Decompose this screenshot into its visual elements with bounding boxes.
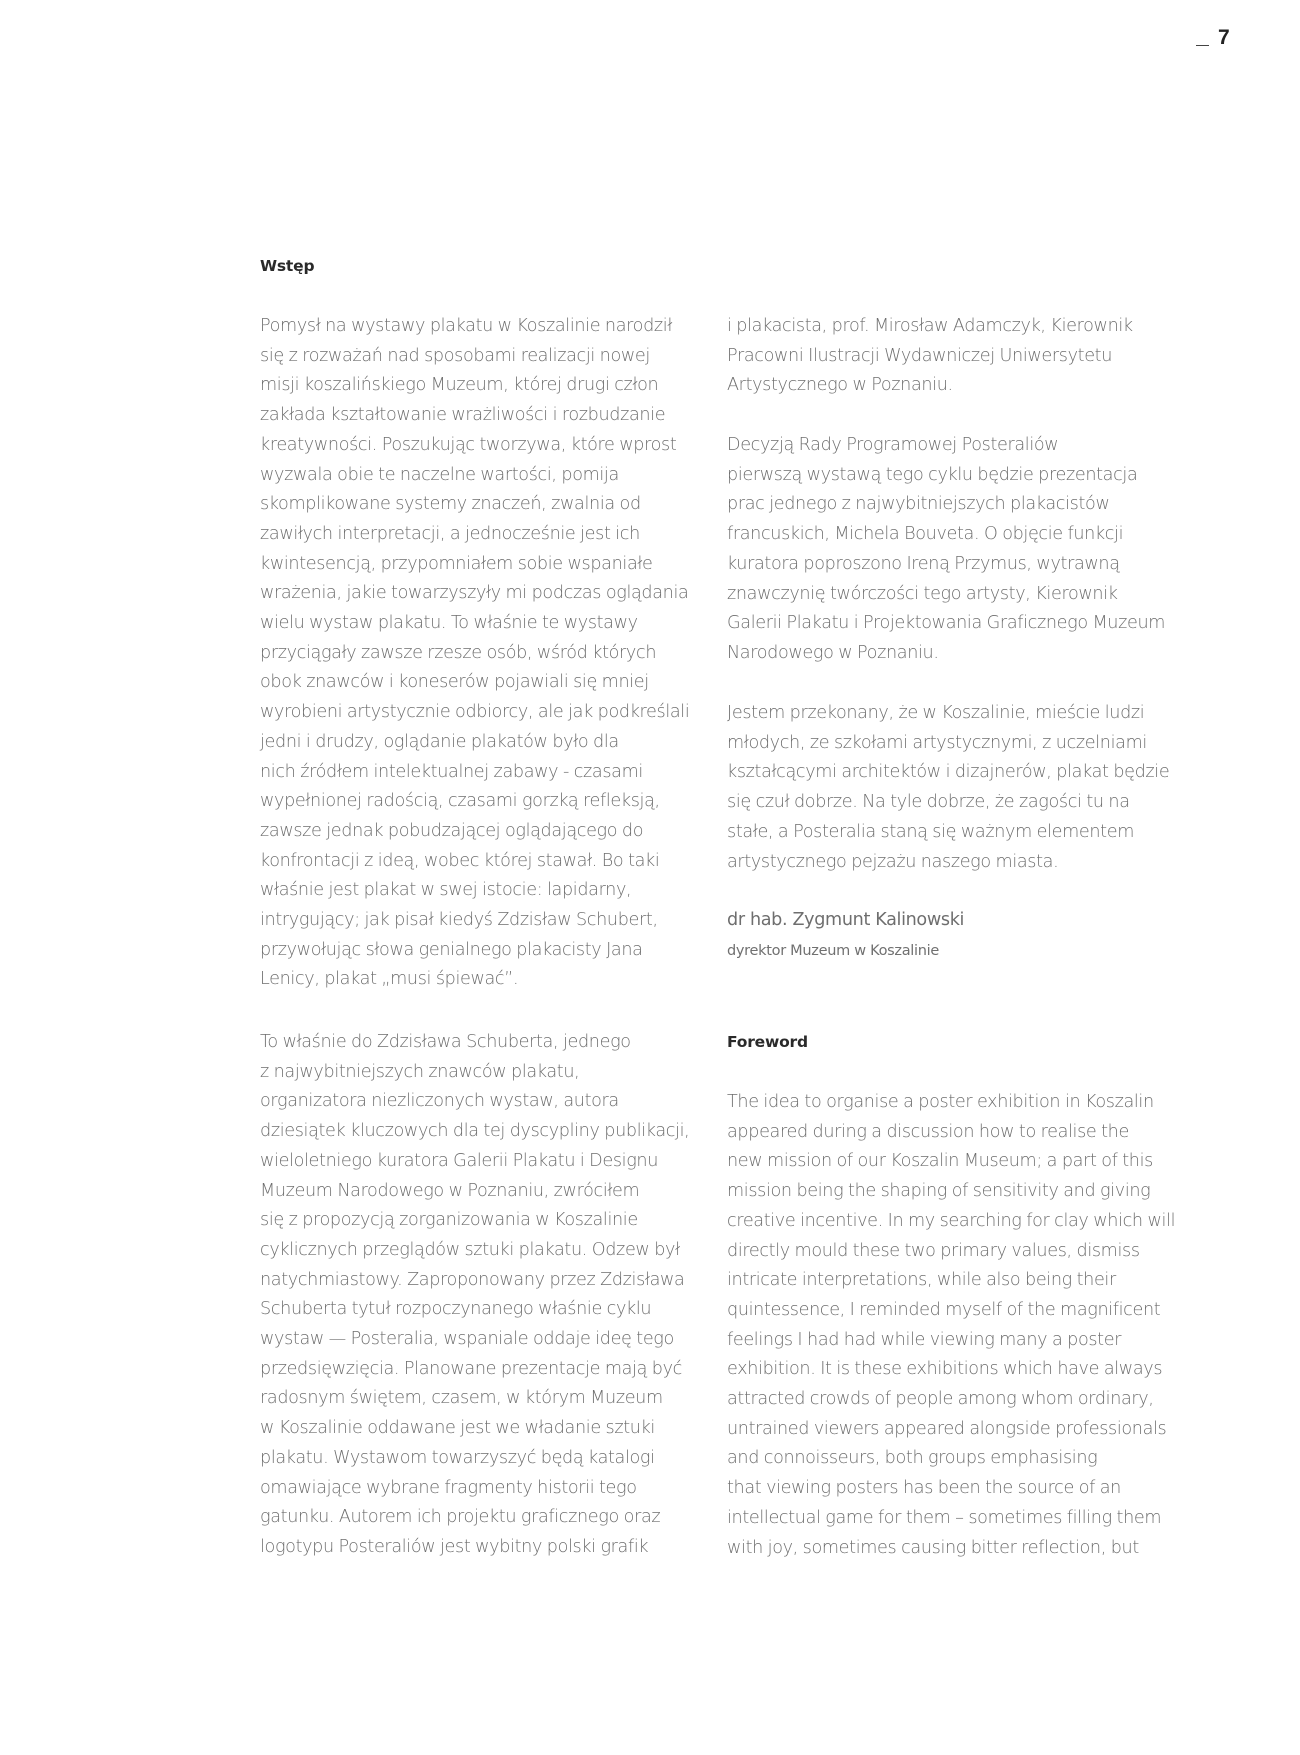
text-line: dziesiątek kluczowych dla tej dyscypliny publikacji, xyxy=(260,1121,690,1142)
decision-paragraph xyxy=(727,431,1165,669)
signature-title: dyrektor Muzeum w Koszalinie xyxy=(727,943,940,959)
text-line: Lenicy, plakat „musi śpiewać”. xyxy=(260,969,519,990)
page-number-dash xyxy=(1196,45,1209,47)
text-line: attracted crowds of people among whom ordinary, xyxy=(727,1389,1154,1410)
text-line: organizatora niezliczonych wystaw, autora xyxy=(260,1091,619,1112)
text-line: quintessence, I reminded myself of the magnificent xyxy=(727,1299,1161,1320)
text-line: Narodowego w Poznaniu. xyxy=(727,642,939,663)
text-line: misji koszalińskiego Muzeum, której drugi człon xyxy=(260,375,659,396)
text-line: mission being the shaping of sensitivity and giving xyxy=(727,1181,1151,1202)
text-line: Artystycznego w Poznaniu. xyxy=(727,375,953,396)
text-line: właśnie jest plakat w swej istocie: lapidarny, xyxy=(260,880,632,901)
text-line: radosnym świętem, czasem, w którym Muzeum xyxy=(260,1388,663,1409)
text-line: i plakacista, prof. Mirosław Adamczyk, Kierownik xyxy=(727,316,1133,336)
text-line: kreatywności. Poszukując tworzywa, które wprost xyxy=(260,434,677,455)
text-line: francuskich, Michela Bouveta. O objęcie funkcji xyxy=(727,524,1124,545)
text-line: and connoisseurs, both groups emphasising xyxy=(727,1448,1098,1469)
text-line: with joy, sometimes causing bitter reflection, but xyxy=(727,1537,1139,1558)
text-line: new mission of our Koszalin Museum; a part of this xyxy=(727,1151,1153,1172)
text-line: się czuł dobrze. Na tyle dobrze, że zagości tu na xyxy=(727,792,1130,813)
text-line: zawiłych interpretacji, a jednocześnie jest ich xyxy=(260,523,640,544)
text-line: kuratora poproszono Ireną Przymus, wytrawną xyxy=(727,553,1120,574)
text-line: kształcącymi architektów i dizajnerów, plakat będzie xyxy=(727,762,1170,783)
text-line: plakatu. Wystawom towarzyszyć będą katalogi xyxy=(260,1447,655,1468)
conviction-paragraph xyxy=(727,699,1169,877)
text-line: Pracowni Ilustracji Wydawniczej Uniwersytetu xyxy=(727,345,1113,366)
text-line: przyciągały zawsze rzesze osób, wśród których xyxy=(260,642,657,663)
text-line: logotypu Posteraliów jest wybitny polski grafik xyxy=(260,1536,649,1557)
text-line: omawiające wybrane fragmenty historii tego xyxy=(260,1477,637,1498)
text-line: artystycznego pejzażu naszego miasta. xyxy=(727,851,1059,872)
signature-name: dr hab. Zygmunt Kalinowski xyxy=(727,910,965,930)
text-line: exhibition. It is these exhibitions which have always xyxy=(727,1359,1163,1380)
text-line: creative incentive. In my searching for clay which will xyxy=(727,1210,1176,1231)
text-line: obok znawców i koneserów pojawiali się mniej xyxy=(260,672,649,693)
text-line: that viewing posters has been the source of an xyxy=(727,1478,1121,1499)
text-line: wielu wystaw plakatu. To właśnie te wystawy xyxy=(260,613,638,634)
text-line: jedni i drudzy, oglądanie plakatów było dla xyxy=(260,731,619,752)
text-line: To właśnie do Zdzisława Schuberta, jednego xyxy=(260,1032,631,1052)
text-line: gatunku. Autorem ich projektu graficznego oraz xyxy=(260,1507,661,1528)
continuation-paragraph xyxy=(727,312,1133,401)
text-line: appeared during a discussion how to realise the xyxy=(727,1121,1129,1142)
text-line: się z rozważań nad sposobami realizacji nowej xyxy=(260,345,650,366)
text-line: Muzeum Narodowego w Poznaniu, zwróciłem xyxy=(260,1180,640,1201)
section-heading-foreword: Foreword xyxy=(727,1033,808,1051)
text-line: wystaw — Posteralia, wspaniale oddaje ideę tego xyxy=(260,1329,674,1350)
text-line: The idea to organise a poster exhibition in Koszalin xyxy=(727,1092,1154,1112)
foreword-paragraph xyxy=(727,1088,1175,1563)
text-line: w Koszalinie oddawane jest we władanie sztuki xyxy=(260,1418,655,1439)
text-line: Decyzją Rady Programowej Posteraliów xyxy=(727,435,1059,455)
page-number xyxy=(1196,26,1230,50)
text-line: stałe, a Posteralia staną się ważnym elementem xyxy=(727,821,1134,842)
section-heading-wstep: Wstęp xyxy=(260,257,315,275)
text-line: wyrobieni artystycznie odbiorcy, ale jak podkreślali xyxy=(260,702,690,723)
intro-paragraph-2 xyxy=(260,1028,689,1563)
text-line: przedsięwzięcia. Planowane prezentacje mają być xyxy=(260,1358,682,1379)
text-line: wyzwala obie te naczelne wartości, pomija xyxy=(260,464,619,485)
text-line: intellectual game for them – sometimes filling them xyxy=(727,1507,1162,1528)
text-line: Pomysł na wystawy plakatu w Koszalinie narodził xyxy=(260,316,672,336)
text-line: z najwybitniejszych znawców plakatu, xyxy=(260,1061,580,1082)
text-line: nich źródłem intelektualnej zabawy - czasami xyxy=(260,761,643,782)
text-line: Schuberta tytuł rozpoczynanego właśnie cyklu xyxy=(260,1299,652,1320)
text-line: młodych, ze szkołami artystycznymi, z uczelniami xyxy=(727,732,1147,753)
text-line: pierwszą wystawą tego cyklu będzie prezentacja xyxy=(727,464,1138,485)
text-line: prac jednego z najwybitniejszych plakacistów xyxy=(727,494,1110,515)
text-line: się z propozycją zorganizowania w Koszalinie xyxy=(260,1210,638,1231)
intro-paragraph-1 xyxy=(260,312,689,995)
text-line: wrażenia, jakie towarzyszyły mi podczas oglądania xyxy=(260,583,689,604)
text-line: skomplikowane systemy znaczeń, zwalnia od xyxy=(260,494,641,515)
text-line: intricate interpretations, while also being their xyxy=(727,1270,1116,1291)
text-line: zakłada kształtowanie wrażliwości i rozbudzanie xyxy=(260,405,666,426)
text-line: wypełnionej radością, czasami gorzką refleksją, xyxy=(260,791,660,812)
text-line: directly mould these two primary values, dismiss xyxy=(727,1240,1140,1261)
text-line: natychmiastowy. Zaproponowany przez Zdzisława xyxy=(260,1269,685,1290)
text-line: cyklicznych przeglądów sztuki plakatu. Odzew był xyxy=(260,1239,680,1260)
text-line: znawczynię twórczości tego artysty, Kierownik xyxy=(727,583,1118,604)
text-line: wieloletniego kuratora Galerii Plakatu i Designu xyxy=(260,1150,659,1171)
text-line: kwintesencją, przypomniałem sobie wspaniałe xyxy=(260,553,653,574)
text-line: konfrontacji z ideą, wobec której stawał. Bo taki xyxy=(260,850,660,871)
text-line: untrained viewers appeared alongside professionals xyxy=(727,1418,1167,1439)
text-line: zawsze jednak pobudzającej oglądającego do xyxy=(260,820,644,841)
page-number-value: 7 xyxy=(1218,26,1230,49)
text-line: Jestem przekonany, że w Koszalinie, mieście ludzi xyxy=(727,703,1145,723)
text-line: feelings I had had while viewing many a poster xyxy=(727,1329,1122,1350)
text-line: intrygujący; jak pisał kiedyś Zdzisław Schubert, xyxy=(260,910,658,931)
text-line: Galerii Plakatu i Projektowania Graficznego Muzeum xyxy=(727,613,1166,634)
text-line: przywołując słowa genialnego plakacisty Jana xyxy=(260,939,643,960)
